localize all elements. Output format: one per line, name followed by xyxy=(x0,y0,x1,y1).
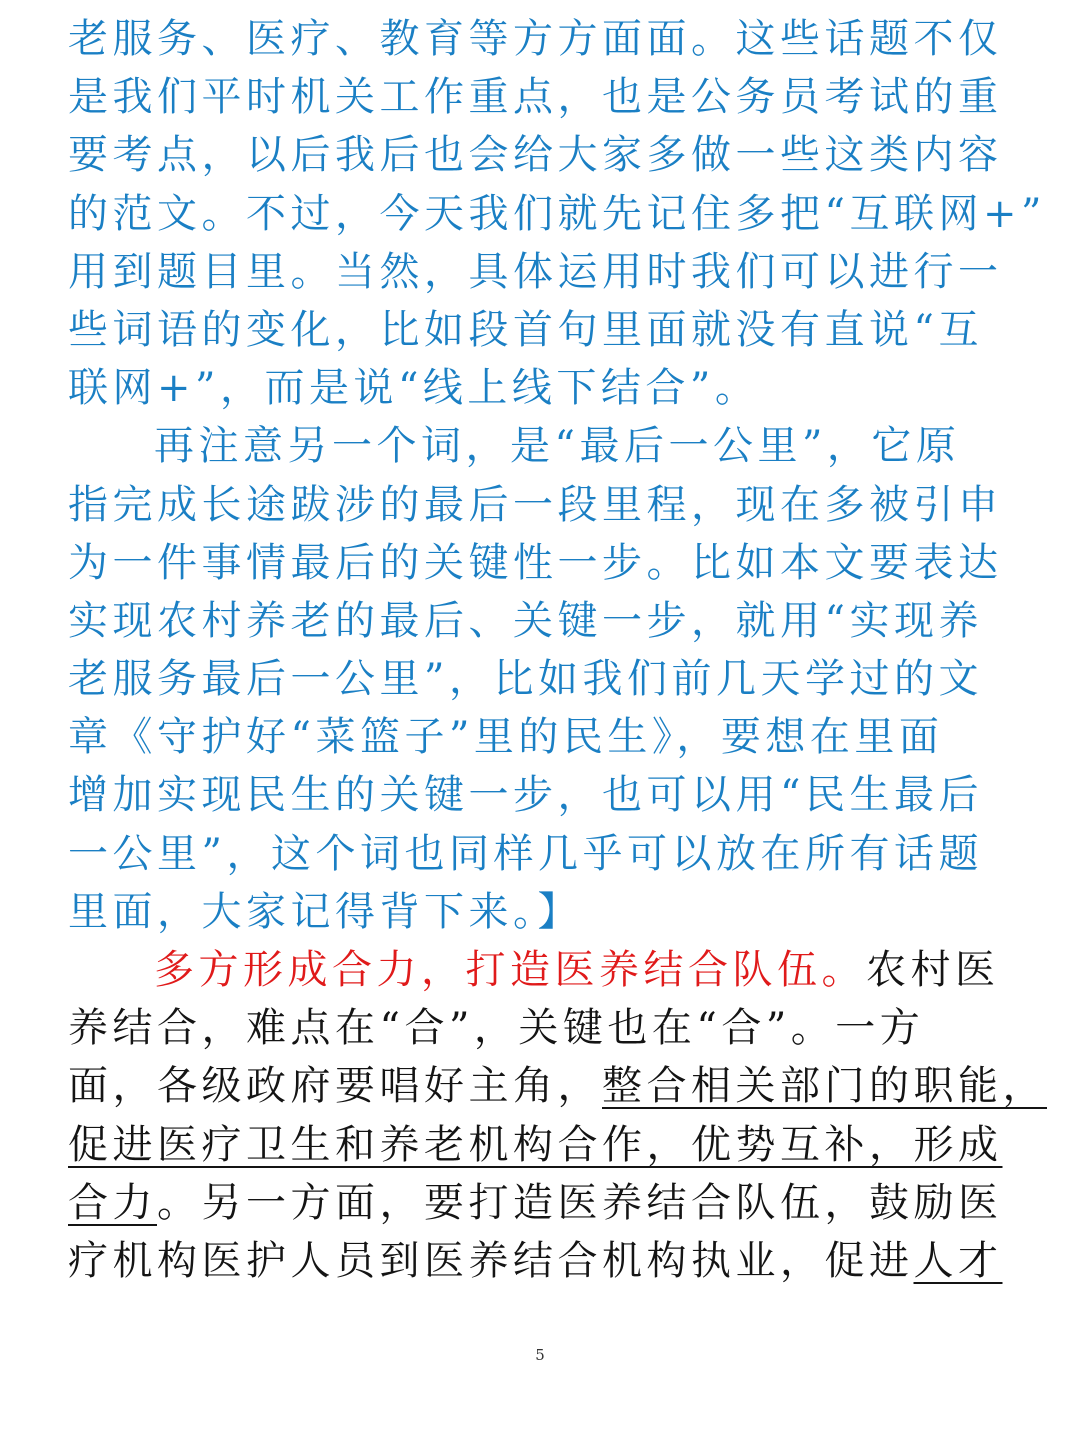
commentary-line: 要考点，以后我后也会给大家多做一些这类内容 xyxy=(68,132,1003,179)
commentary-line: 是我们平时机关工作重点，也是公务员考试的重 xyxy=(68,74,1003,121)
document-page xyxy=(68,10,1047,1290)
body-line xyxy=(68,1116,1018,1174)
commentary-paragraph-start: 再注意另一个词，是“最后一公里”，它原 xyxy=(154,423,961,470)
commentary-line: 实现农村养老的最后、关键一步，就用“实现养 xyxy=(68,597,983,644)
underlined-text: 促进医疗卫生和养老机构合作，优势互补，形成 xyxy=(68,1121,1003,1168)
commentary-section xyxy=(68,10,1046,941)
body-text: 疗机构医护人员到医养结合机构执业，促进 xyxy=(68,1237,914,1284)
body-section xyxy=(68,941,1047,1290)
body-line xyxy=(68,1232,1018,1290)
commentary-line: 老服务、医疗、教育等方方面面。这些话题不仅 xyxy=(68,16,1003,62)
commentary-line: 联网+”，而是说“线上线下结合”。 xyxy=(68,365,760,412)
commentary-line: 一公里”，这个词也同样几乎可以放在所有话题 xyxy=(68,830,983,877)
body-paragraph-start xyxy=(68,941,1018,999)
body-line xyxy=(68,1174,1018,1232)
body-text: 。另一方面，要打造医养结合队伍，鼓励医 xyxy=(157,1179,1003,1226)
commentary-line: 老服务最后一公里”，比如我们前几天学过的文 xyxy=(68,656,983,703)
commentary-line: 指完成长途跋涉的最后一段里程，现在多被引申 xyxy=(68,481,1003,528)
commentary-line: 增加实现民生的关键一步，也可以用“民生最后 xyxy=(68,772,983,819)
commentary-line: 章《守护好“菜篮子”里的民生》，要想在里面 xyxy=(68,714,944,761)
body-text: 面，各级政府要唱好主角， xyxy=(68,1063,602,1110)
commentary-line: 用到题目里。当然，具体运用时我们可以进行一 xyxy=(68,248,1003,295)
commentary-line: 些词语的变化，比如段首句里面就没有直说“互 xyxy=(68,306,983,353)
commentary-line: 为一件事情最后的关键性一步。比如本文要表达 xyxy=(68,539,1003,586)
underlined-text: 合力 xyxy=(68,1179,157,1226)
commentary-line: 的范文。不过，今天我们就先记住多把“互联网+” xyxy=(68,190,1046,237)
body-line xyxy=(68,1057,1047,1115)
page-number: 5 xyxy=(535,1346,545,1364)
underlined-text: 整合相关部门的职能， xyxy=(602,1063,1047,1110)
section-heading: 多方形成合力，打造医养结合队伍。 xyxy=(154,947,866,993)
commentary-line: 里面，大家记得背下来。】 xyxy=(68,888,582,935)
body-line: 养结合，难点在“合”，关键也在“合”。一方 xyxy=(68,1005,925,1052)
body-text: 农村医 xyxy=(866,947,1000,993)
underlined-text: 人才 xyxy=(913,1237,1003,1284)
